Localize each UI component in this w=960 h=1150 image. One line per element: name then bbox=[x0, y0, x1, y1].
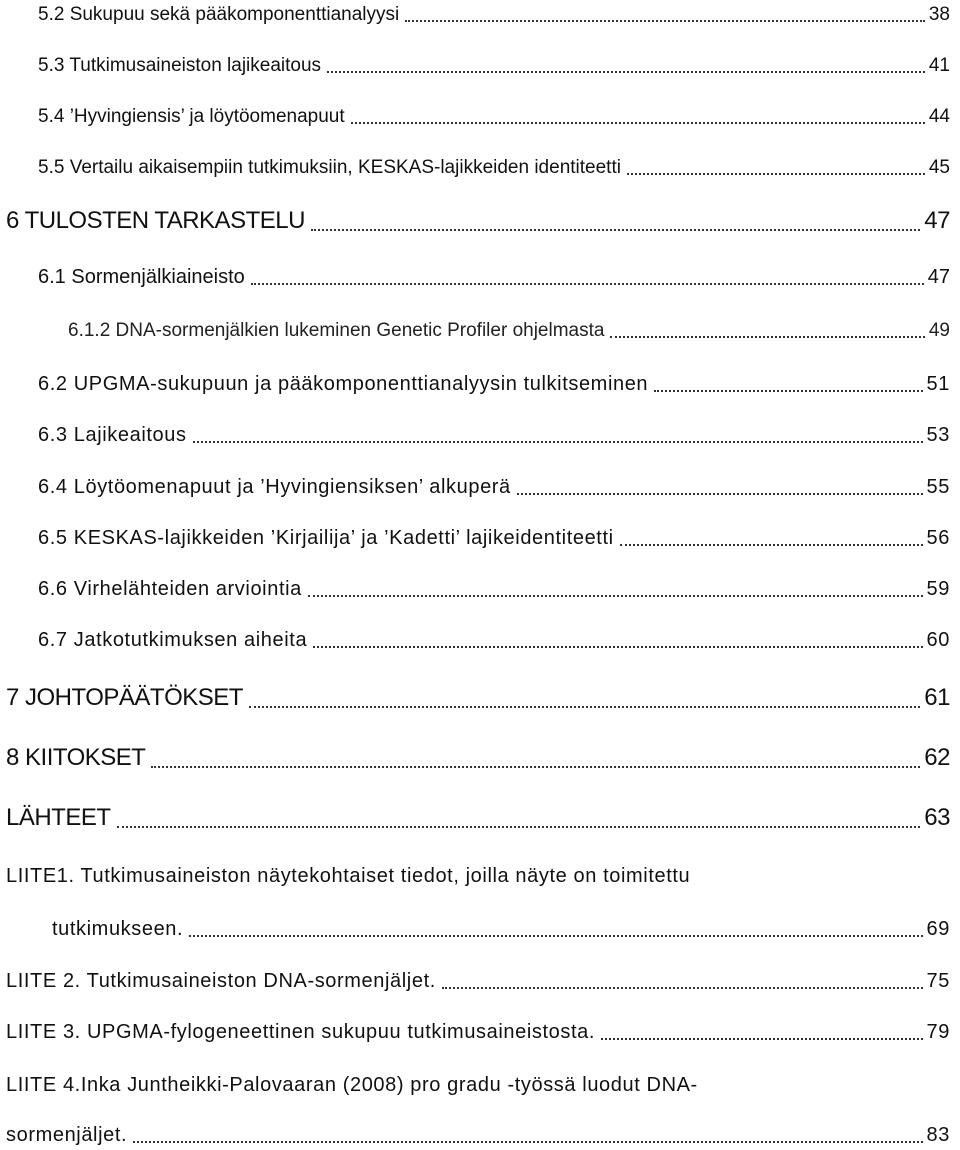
toc-entry[interactable] bbox=[38, 527, 950, 550]
dot-leader bbox=[311, 229, 920, 231]
dot-leader bbox=[405, 20, 925, 22]
toc-entry[interactable] bbox=[38, 106, 950, 128]
toc-entry-title: 6.6 Virhelähteiden arviointia bbox=[38, 578, 302, 600]
dot-leader bbox=[193, 441, 923, 443]
toc-entry-title: 5.2 Sukupuu sekä pääkomponenttianalyysi bbox=[38, 4, 400, 25]
toc-entry-title: LIITE 3. UPGMA-fylogeneettinen sukupuu tutkimusaineistosta. bbox=[6, 1021, 596, 1043]
toc-entry-title: 6.5 KESKAS-lajikkeiden ’Kirjailija’ ja ’Kadetti’ lajikeidentiteetti bbox=[38, 527, 614, 549]
toc-entry-page: 83 bbox=[926, 1124, 950, 1146]
toc-entry-page: 38 bbox=[928, 4, 950, 25]
dot-leader bbox=[133, 1141, 922, 1143]
toc-entry[interactable] bbox=[6, 1021, 950, 1044]
toc-entry-title: 6.1.2 DNA-sormenjälkien lukeminen Genetic Profiler ohjelmasta bbox=[68, 320, 605, 341]
dot-leader bbox=[308, 595, 923, 597]
toc-entry[interactable] bbox=[52, 918, 950, 941]
toc-entry-title: 5.5 Vertailu aikaisempiin tutkimuksiin, KESKAS-lajikkeiden identiteetti bbox=[38, 157, 621, 178]
toc-entry[interactable] bbox=[68, 320, 950, 342]
toc-entry[interactable] bbox=[38, 266, 950, 289]
toc-entry-title: sormenjäljet. bbox=[6, 1124, 128, 1146]
toc-entry-page: 44 bbox=[928, 106, 950, 127]
toc-entry[interactable] bbox=[6, 1124, 950, 1147]
toc-entry[interactable] bbox=[38, 373, 950, 396]
dot-leader bbox=[313, 646, 922, 648]
toc-entry-page: 47 bbox=[927, 266, 950, 288]
dot-leader bbox=[654, 390, 922, 392]
toc-entry-chapter[interactable] bbox=[6, 804, 950, 832]
toc-entry-appendix1-first-line: LIITE1. Tutkimusaineiston näytekohtaiset tiedot, joilla näyte on toimitettu bbox=[6, 865, 691, 887]
toc-entry-page: 59 bbox=[926, 578, 950, 600]
toc-entry-page: 56 bbox=[926, 527, 950, 549]
dot-leader bbox=[189, 935, 922, 937]
dot-leader bbox=[442, 987, 923, 989]
toc-entry-title: 6.4 Löytöomenapuut ja ’Hyvingiensiksen’ alkuperä bbox=[38, 476, 511, 498]
toc-entry-title: 6.1 Sormenjälkiaineisto bbox=[38, 266, 245, 288]
dot-leader bbox=[117, 826, 921, 828]
toc-entry-page: 53 bbox=[926, 424, 950, 446]
toc-entry[interactable] bbox=[38, 424, 950, 447]
dot-leader bbox=[249, 706, 920, 708]
toc-entry-title: 6 TULOSTEN TARKASTELU bbox=[6, 207, 305, 234]
dot-leader bbox=[351, 122, 925, 124]
toc-entry[interactable] bbox=[38, 4, 950, 26]
toc-entry-appendix4-first-line: LIITE 4.Inka Juntheikki-Palovaaran (2008) pro gradu -työssä luodut DNA- bbox=[6, 1074, 698, 1096]
toc-entry-title: 6.2 UPGMA-sukupuun ja pääkomponenttianalyysin tulkitseminen bbox=[38, 373, 649, 395]
toc-entry-chapter[interactable] bbox=[6, 744, 950, 772]
toc-entry-page: 49 bbox=[928, 320, 950, 341]
dot-leader bbox=[251, 283, 924, 285]
toc-entry-page: 47 bbox=[924, 207, 950, 234]
toc-entry-page: 63 bbox=[924, 804, 950, 831]
dot-leader bbox=[620, 544, 923, 546]
toc-entry-page: 61 bbox=[924, 684, 950, 711]
toc-entry[interactable] bbox=[38, 578, 950, 601]
toc-entry-title: 7 JOHTOPÄÄTÖKSET bbox=[6, 684, 243, 711]
toc-entry-page: 69 bbox=[926, 918, 950, 940]
dot-leader bbox=[517, 493, 923, 495]
toc-entry-page: 51 bbox=[926, 373, 950, 395]
dot-leader bbox=[627, 173, 925, 175]
toc-entry-title: tutkimukseen. bbox=[52, 918, 184, 940]
toc-entry-page: 79 bbox=[926, 1021, 950, 1043]
dot-leader bbox=[151, 766, 920, 768]
toc-entry-page: 75 bbox=[926, 970, 950, 992]
toc-entry[interactable] bbox=[38, 157, 950, 179]
toc-entry-title: 6.7 Jatkotutkimuksen aiheita bbox=[38, 629, 308, 651]
toc-entry-title: LIITE 2. Tutkimusaineiston DNA-sormenjäljet. bbox=[6, 970, 436, 992]
toc-entry-title: 8 KIITOKSET bbox=[6, 744, 146, 771]
toc-entry-page: 60 bbox=[926, 629, 950, 651]
toc-entry-title: 6.3 Lajikeaitous bbox=[38, 424, 187, 446]
toc-entry-page: 41 bbox=[928, 55, 950, 76]
toc-entry-title: 5.4 ’Hyvingiensis’ ja löytöomenapuut bbox=[38, 106, 345, 127]
toc-entry[interactable] bbox=[6, 970, 950, 993]
dot-leader bbox=[610, 336, 924, 338]
dot-leader bbox=[601, 1038, 923, 1040]
toc-entry[interactable] bbox=[38, 476, 950, 499]
toc-entry-chapter[interactable] bbox=[6, 207, 950, 235]
dot-leader bbox=[327, 71, 925, 73]
toc-entry-page: 62 bbox=[924, 744, 950, 771]
toc-entry-page: 55 bbox=[926, 476, 950, 498]
toc-entry[interactable] bbox=[38, 55, 950, 77]
toc-entry[interactable] bbox=[38, 629, 950, 652]
toc-entry-title: 5.3 Tutkimusaineiston lajikeaitous bbox=[38, 55, 322, 76]
toc-entry-title: LÄHTEET bbox=[6, 804, 111, 831]
toc-entry-page: 45 bbox=[928, 157, 950, 178]
toc-entry-chapter[interactable] bbox=[6, 684, 950, 712]
